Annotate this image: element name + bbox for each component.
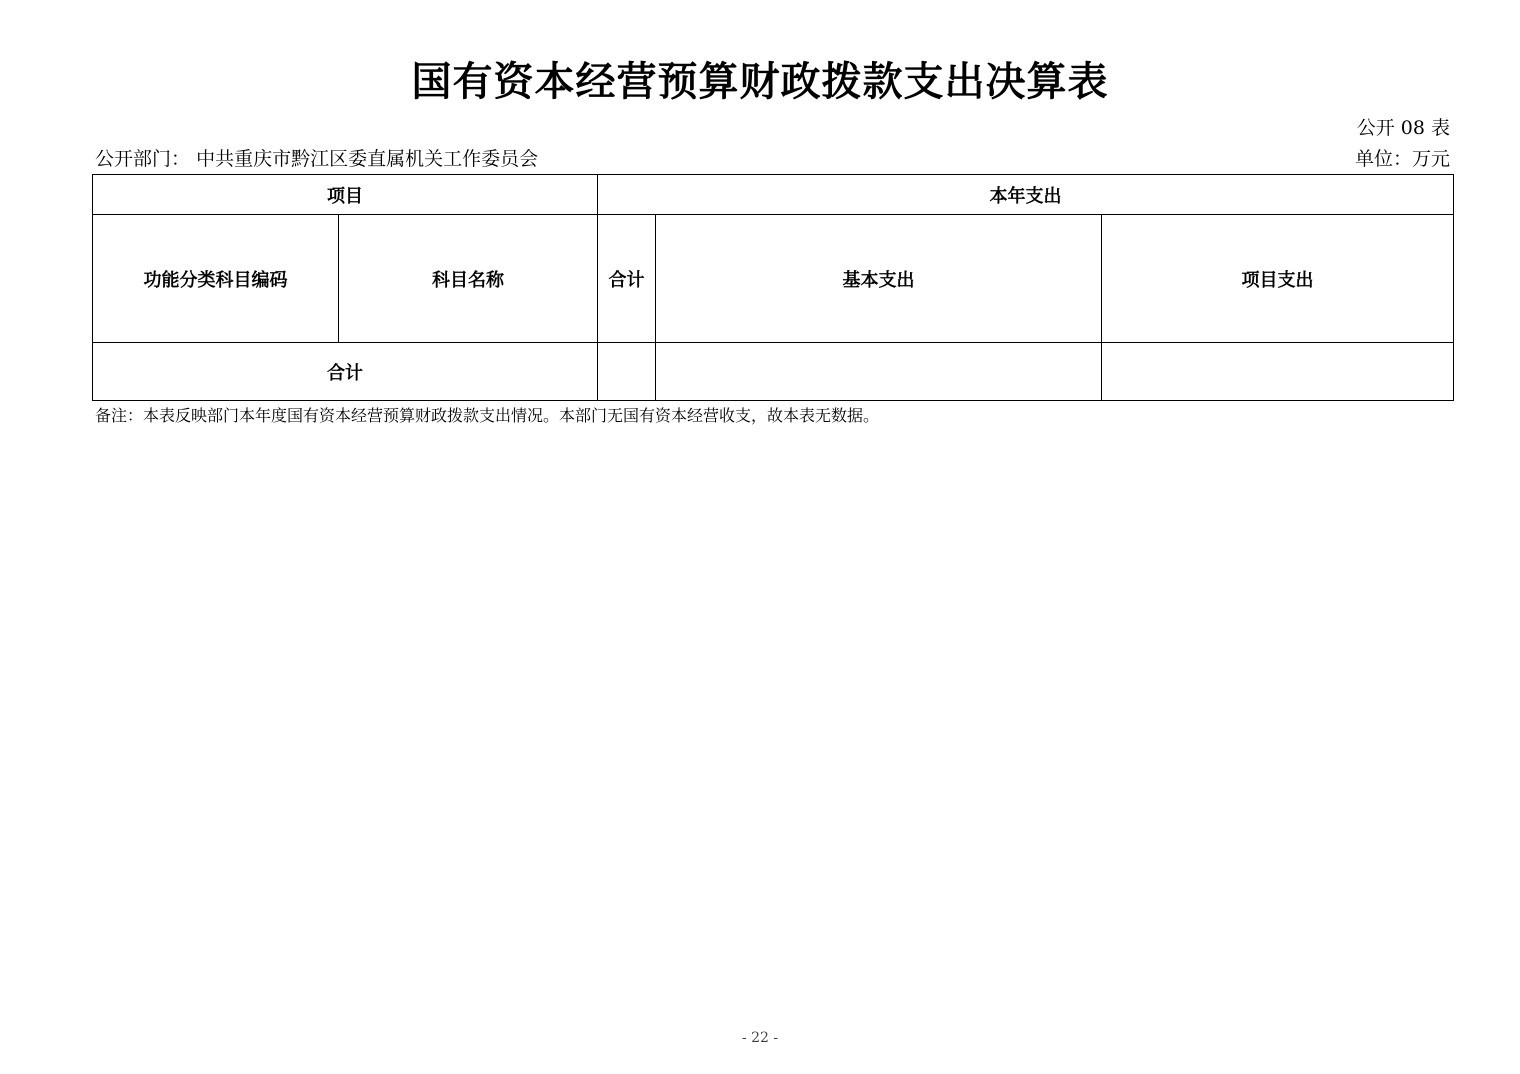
col-function-code: 功能分类科目编码 (93, 215, 339, 343)
department-label: 公开部门： (95, 148, 191, 170)
table-header-row (93, 175, 1454, 215)
page-title: 国有资本经营预算财政拨款支出决算表 (411, 58, 1109, 105)
form-number: 公开 08 表 (1356, 117, 1450, 139)
total-row-label: 合计 (93, 343, 598, 401)
department-line (95, 147, 538, 171)
basic-expense-value (656, 343, 1102, 401)
expenditure-table (92, 174, 1454, 401)
unit-label: 单位：万元 (1354, 148, 1450, 170)
table-subheader-row (93, 215, 1454, 343)
page-number: - 22 - (741, 1030, 779, 1046)
header-item: 项目 (93, 175, 598, 215)
table-note: 备注：本表反映部门本年度国有资本经营预算财政拨款支出情况。本部门无国有资本经营收支，故本表无数据。 (95, 406, 880, 425)
department-name: 中共重庆市黔江区委直属机关工作委员会 (196, 148, 539, 170)
col-subject-name: 科目名称 (339, 215, 598, 343)
col-total: 合计 (598, 215, 656, 343)
col-basic-expense: 基本支出 (656, 215, 1102, 343)
table-total-row (93, 343, 1454, 401)
header-current-year-expense: 本年支出 (598, 175, 1454, 215)
col-project-expense: 项目支出 (1102, 215, 1454, 343)
total-value (598, 343, 656, 401)
project-expense-value (1102, 343, 1454, 401)
